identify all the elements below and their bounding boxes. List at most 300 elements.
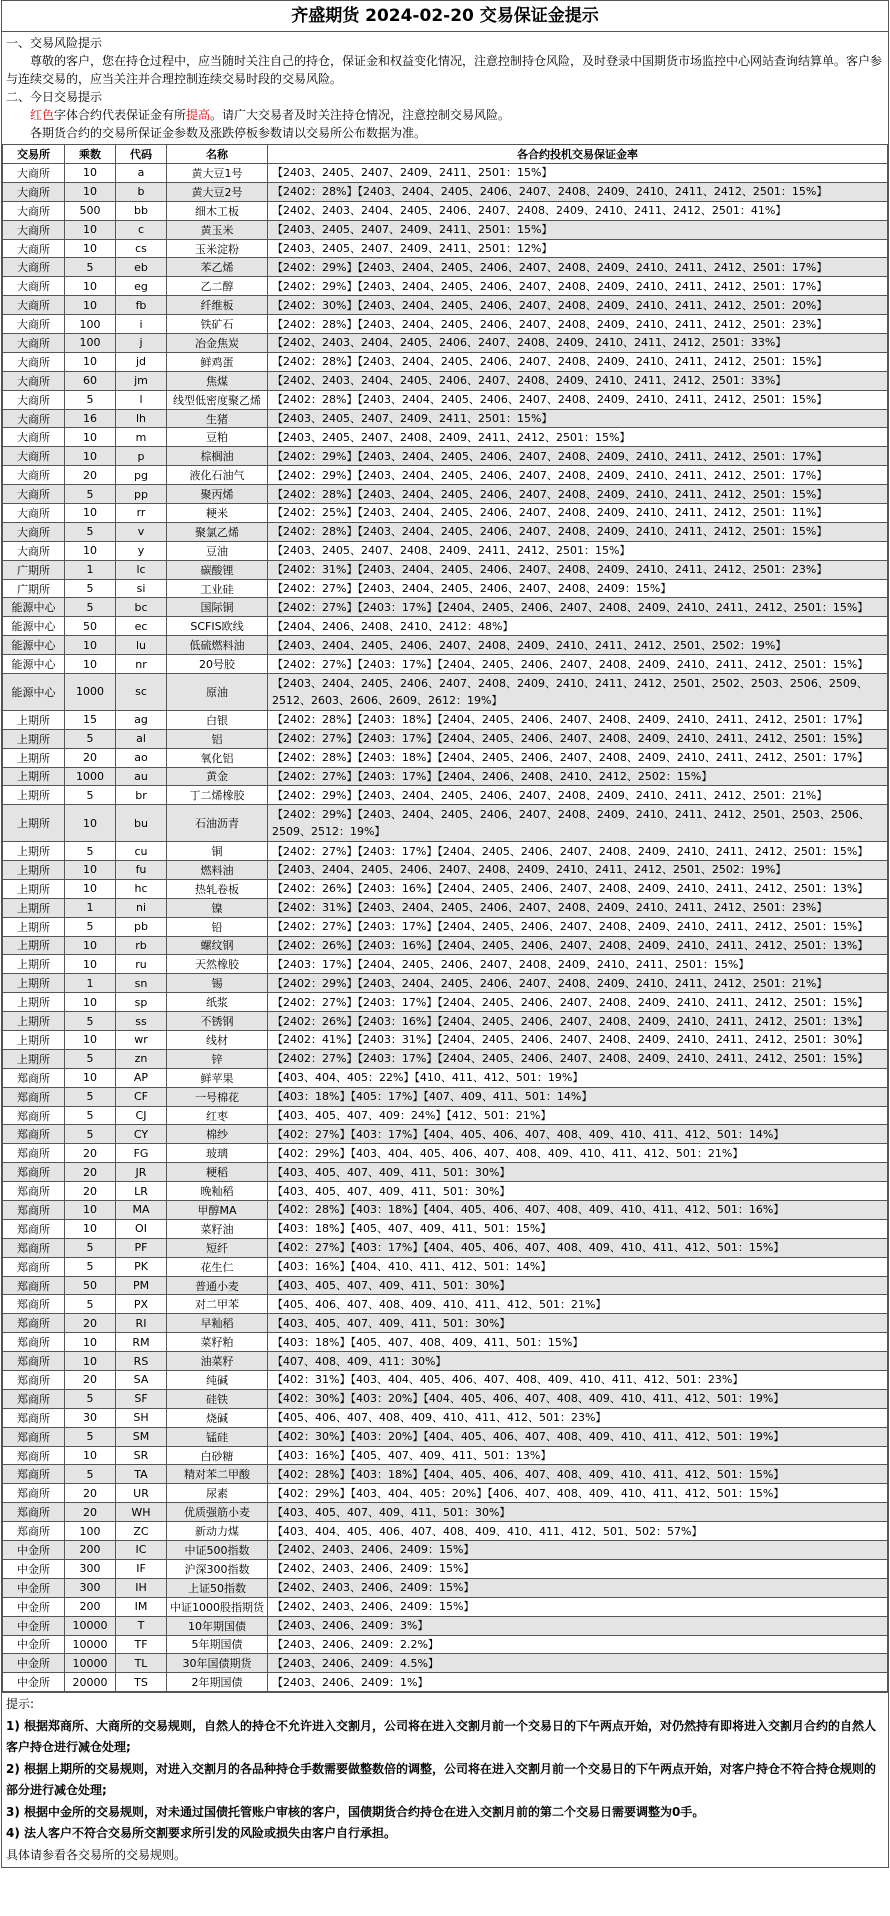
cell-code: eg xyxy=(116,277,167,296)
cell-multiplier: 10 xyxy=(65,352,116,371)
cell-code: j xyxy=(116,334,167,353)
table-row xyxy=(3,936,888,955)
cell-margin-rate: 【403、404、405、406、407、408、409、410、411、412、501、502：57%】 xyxy=(268,1522,888,1541)
table-row xyxy=(3,220,888,239)
table-row xyxy=(3,1541,888,1560)
table-row xyxy=(3,1219,888,1238)
cell-name: 生猪 xyxy=(167,409,268,428)
cell-margin-rate: 【2402：26%】【2403：16%】【2404、2405、2406、2407、2408、2409、2410、2411、2412、2501：13%】 xyxy=(268,936,888,955)
table-row xyxy=(3,371,888,390)
cell-margin-rate: 【2402：27%】【2403、2404、2405、2406、2407、2408、2409：15%】 xyxy=(268,579,888,598)
cell-name: 菜籽粕 xyxy=(167,1333,268,1352)
cell-multiplier: 10 xyxy=(65,860,116,879)
cell-name: 冶金焦炭 xyxy=(167,334,268,353)
cell-exchange: 中金所 xyxy=(3,1616,65,1635)
cell-name: 10年期国债 xyxy=(167,1616,268,1635)
cell-margin-rate: 【403：16%】【404、410、411、412、501：14%】 xyxy=(268,1257,888,1276)
cell-code: lc xyxy=(116,560,167,579)
cell-code: pb xyxy=(116,917,167,936)
notice-section xyxy=(2,32,888,144)
cell-name: 纤维板 xyxy=(167,296,268,315)
cell-name: 晚籼稻 xyxy=(167,1182,268,1201)
cell-multiplier: 20 xyxy=(65,1484,116,1503)
table-row xyxy=(3,1257,888,1276)
cell-code: CF xyxy=(116,1087,167,1106)
cell-multiplier: 5 xyxy=(65,1106,116,1125)
cell-multiplier: 10 xyxy=(65,955,116,974)
cell-name: 黄大豆1号 xyxy=(167,164,268,183)
cell-exchange: 大商所 xyxy=(3,428,65,447)
cell-code: TF xyxy=(116,1635,167,1654)
cell-margin-rate: 【2402：27%】【2403：17%】【2404、2405、2406、2407、2408、2409、2410、2411、2412、2501：15%】 xyxy=(268,655,888,674)
cell-exchange: 大商所 xyxy=(3,447,65,466)
cell-margin-rate: 【2402：27%】【2403：17%】【2404、2406、2408、2410、2412、2502：15%】 xyxy=(268,767,888,786)
table-row xyxy=(3,598,888,617)
cell-margin-rate: 【402：28%】【403：18%】【404、405、406、407、408、409、410、411、412、501：16%】 xyxy=(268,1201,888,1220)
cell-name: 线型低密度聚乙烯 xyxy=(167,390,268,409)
cell-name: 烧碱 xyxy=(167,1408,268,1427)
cell-multiplier: 5 xyxy=(65,579,116,598)
cell-exchange: 上期所 xyxy=(3,729,65,748)
cell-code: sn xyxy=(116,974,167,993)
cell-exchange: 上期所 xyxy=(3,710,65,729)
cell-name: 聚氯乙烯 xyxy=(167,522,268,541)
cell-name: 红枣 xyxy=(167,1106,268,1125)
cell-exchange: 大商所 xyxy=(3,296,65,315)
cell-multiplier: 1 xyxy=(65,898,116,917)
cell-margin-rate: 【2402：26%】【2403：16%】【2404、2405、2406、2407、2408、2409、2410、2411、2412、2501：13%】 xyxy=(268,879,888,898)
table-row xyxy=(3,1484,888,1503)
cell-multiplier: 10 xyxy=(65,164,116,183)
cell-multiplier: 5 xyxy=(65,1295,116,1314)
cell-exchange: 郑商所 xyxy=(3,1484,65,1503)
tip-item-1: 1) 根据郑商所、大商所的交易规则，自然人的持仓不允许进入交割月，公司将在进入交割月前一个交易日的下午两点开始，对仍然持有即将进入交割月合约的自然人客户持仓进行减仓处理; xyxy=(6,1718,877,1755)
cell-margin-rate: 【2403、2404、2405、2406、2407、2408、2409、2410、2411、2412、2501、2502：19%】 xyxy=(268,860,888,879)
cell-exchange: 郑商所 xyxy=(3,1163,65,1182)
cell-margin-rate: 【2402：28%】【2403：18%】【2404、2405、2406、2407、2408、2409、2410、2411、2412、2501：17%】 xyxy=(268,748,888,767)
cell-multiplier: 5 xyxy=(65,390,116,409)
cell-name: 燃料油 xyxy=(167,860,268,879)
cell-multiplier: 30 xyxy=(65,1408,116,1427)
table-row xyxy=(3,898,888,917)
table-row xyxy=(3,1408,888,1427)
cell-code: br xyxy=(116,786,167,805)
cell-multiplier: 5 xyxy=(65,1049,116,1068)
cell-exchange: 中金所 xyxy=(3,1578,65,1597)
cell-margin-rate: 【2402：29%】【2403、2404、2405、2406、2407、2408、2409、2410、2411、2412、2501：17%】 xyxy=(268,447,888,466)
cell-exchange: 上期所 xyxy=(3,1049,65,1068)
cell-name: 碳酸锂 xyxy=(167,560,268,579)
cell-margin-rate: 【405、406、407、408、409、410、411、412、501：21%】 xyxy=(268,1295,888,1314)
cell-exchange: 郑商所 xyxy=(3,1352,65,1371)
table-row xyxy=(3,636,888,655)
cell-margin-rate: 【2403、2406、2409：3%】 xyxy=(268,1616,888,1635)
cell-exchange: 大商所 xyxy=(3,334,65,353)
cell-margin-rate: 【2403、2404、2405、2406、2407、2408、2409、2410、2411、2412、2501、2502、2503、2506、2509、2512、2603、2606、2609、2612：19%】 xyxy=(268,674,888,711)
cell-code: al xyxy=(116,729,167,748)
cell-exchange: 郑商所 xyxy=(3,1257,65,1276)
cell-multiplier: 10 xyxy=(65,993,116,1012)
cell-name: 甲醇MA xyxy=(167,1201,268,1220)
cell-name: SCFIS欧线 xyxy=(167,617,268,636)
header-exchange: 交易所 xyxy=(3,145,65,164)
table-row xyxy=(3,485,888,504)
tips-footer: 具体请参看各交易所的交易规则。 xyxy=(6,1847,187,1862)
cell-margin-rate: 【2402：29%】【2403、2404、2405、2406、2407、2408、2409、2410、2411、2412、2501：21%】 xyxy=(268,974,888,993)
cell-code: PM xyxy=(116,1276,167,1295)
cell-margin-rate: 【2402：29%】【2403、2404、2405、2406、2407、2408、2409、2410、2411、2412、2501：17%】 xyxy=(268,258,888,277)
cell-multiplier: 200 xyxy=(65,1597,116,1616)
cell-margin-rate: 【402：27%】【403：17%】【404、405、406、407、408、409、410、411、412、501：14%】 xyxy=(268,1125,888,1144)
cell-exchange: 上期所 xyxy=(3,842,65,861)
table-row xyxy=(3,352,888,371)
cell-multiplier: 200 xyxy=(65,1541,116,1560)
cell-multiplier: 5 xyxy=(65,729,116,748)
cell-multiplier: 10 xyxy=(65,936,116,955)
cell-name: 锌 xyxy=(167,1049,268,1068)
cell-margin-rate: 【2402：29%】【2403、2404、2405、2406、2407、2408、2409、2410、2411、2412、2501：21%】 xyxy=(268,786,888,805)
cell-code: RI xyxy=(116,1314,167,1333)
cell-code: WH xyxy=(116,1503,167,1522)
cell-code: PX xyxy=(116,1295,167,1314)
cell-margin-rate: 【2402、2403、2406、2409：15%】 xyxy=(268,1541,888,1560)
cell-code: AP xyxy=(116,1068,167,1087)
cell-margin-rate: 【2402：27%】【2403：17%】【2404、2405、2406、2407、2408、2409、2410、2411、2412、2501：15%】 xyxy=(268,729,888,748)
cell-code: lu xyxy=(116,636,167,655)
cell-margin-rate: 【2403、2405、2407、2409、2411、2501：12%】 xyxy=(268,239,888,258)
table-row xyxy=(3,315,888,334)
cell-name: 短纤 xyxy=(167,1238,268,1257)
table-row xyxy=(3,182,888,201)
cell-exchange: 郑商所 xyxy=(3,1371,65,1390)
table-row xyxy=(3,579,888,598)
cell-code: ag xyxy=(116,710,167,729)
cell-multiplier: 5 xyxy=(65,598,116,617)
cell-margin-rate: 【2402、2403、2406、2409：15%】 xyxy=(268,1578,888,1597)
cell-margin-rate: 【2404、2406、2408、2410、2412：48%】 xyxy=(268,617,888,636)
cell-name: 棕榈油 xyxy=(167,447,268,466)
tip-rest-text: 。请广大交易者及时关注持仓情况，注意控制交易风险。 xyxy=(210,108,511,122)
cell-exchange: 大商所 xyxy=(3,315,65,334)
cell-code: UR xyxy=(116,1484,167,1503)
cell-margin-rate: 【2402：28%】【2403、2404、2405、2406、2407、2408、2409、2410、2411、2412、2501：15%】 xyxy=(268,390,888,409)
cell-multiplier: 10 xyxy=(65,879,116,898)
cell-name: 优质强筋小麦 xyxy=(167,1503,268,1522)
cell-code: FG xyxy=(116,1144,167,1163)
cell-exchange: 上期所 xyxy=(3,748,65,767)
cell-exchange: 大商所 xyxy=(3,541,65,560)
red-word-1: 红色 xyxy=(30,108,55,122)
table-row xyxy=(3,1106,888,1125)
cell-name: 氧化铝 xyxy=(167,748,268,767)
cell-code: ec xyxy=(116,617,167,636)
cell-margin-rate: 【402：30%】【403：20%】【404、405、406、407、408、409、410、411、412、501：19%】 xyxy=(268,1427,888,1446)
cell-multiplier: 5 xyxy=(65,258,116,277)
risk-text: 尊敬的客户，您在持仓过程中，应当随时关注自己的持仓，保证金和权益变化情况，注意控制持仓风险，及时登录中国期货市场监控中心网站查询结算单。客户参与连续交易的，应当关注并合理控制连续交易时段的交易风险。 xyxy=(6,54,883,86)
cell-name: 天然橡胶 xyxy=(167,955,268,974)
cell-exchange: 中金所 xyxy=(3,1559,65,1578)
cell-exchange: 上期所 xyxy=(3,805,65,842)
cell-margin-rate: 【402：27%】【403：17%】【404、405、406、407、408、409、410、411、412、501：15%】 xyxy=(268,1238,888,1257)
cell-name: 乙二醇 xyxy=(167,277,268,296)
cell-code: nr xyxy=(116,655,167,674)
tips-heading: 提示: xyxy=(6,1697,35,1712)
cell-margin-rate: 【2402：29%】【2403、2404、2405、2406、2407、2408、2409、2410、2411、2412、2501、2503、2506、2509、2512：19%】 xyxy=(268,805,888,842)
cell-code: sc xyxy=(116,674,167,711)
table-row xyxy=(3,560,888,579)
cell-multiplier: 20000 xyxy=(65,1673,116,1692)
cell-code: fu xyxy=(116,860,167,879)
cell-multiplier: 5 xyxy=(65,842,116,861)
cell-exchange: 郑商所 xyxy=(3,1087,65,1106)
cell-name: 黄金 xyxy=(167,767,268,786)
risk-heading: 一、交易风险提示 xyxy=(6,36,103,50)
cell-code: PF xyxy=(116,1238,167,1257)
cell-margin-rate: 【2402：27%】【2403：17%】【2404、2405、2406、2407、2408、2409、2410、2411、2412、2501：15%】 xyxy=(268,993,888,1012)
cell-margin-rate: 【2402：28%】【2403、2404、2405、2406、2407、2408、2409、2410、2411、2412、2501：15%】 xyxy=(268,522,888,541)
table-row xyxy=(3,993,888,1012)
cell-margin-rate: 【2402：28%】【2403：18%】【2404、2405、2406、2407、2408、2409、2410、2411、2412、2501：17%】 xyxy=(268,710,888,729)
cell-exchange: 大商所 xyxy=(3,352,65,371)
cell-exchange: 大商所 xyxy=(3,220,65,239)
table-row xyxy=(3,1238,888,1257)
cell-exchange: 上期所 xyxy=(3,767,65,786)
cell-multiplier: 10000 xyxy=(65,1635,116,1654)
cell-code: TA xyxy=(116,1465,167,1484)
cell-margin-rate: 【2402：28%】【2403、2404、2405、2406、2407、2408、2409、2410、2411、2412、2501：23%】 xyxy=(268,315,888,334)
cell-code: p xyxy=(116,447,167,466)
table-row xyxy=(3,1465,888,1484)
cell-code: si xyxy=(116,579,167,598)
cell-name: 铅 xyxy=(167,917,268,936)
cell-multiplier: 10 xyxy=(65,447,116,466)
cell-multiplier: 5 xyxy=(65,485,116,504)
today-tip-line1 xyxy=(6,106,884,124)
cell-name: 玻璃 xyxy=(167,1144,268,1163)
cell-margin-rate: 【402：31%】【403、404、405、406、407、408、409、410、411、412、501：23%】 xyxy=(268,1371,888,1390)
cell-multiplier: 10 xyxy=(65,239,116,258)
today-tip-line2: 各期货合约的交易所保证金参数及涨跌停板参数请以交易所公布数据为准。 xyxy=(30,126,427,140)
cell-name: 锡 xyxy=(167,974,268,993)
table-row xyxy=(3,786,888,805)
cell-code: eb xyxy=(116,258,167,277)
cell-multiplier: 5 xyxy=(65,522,116,541)
cell-multiplier: 10000 xyxy=(65,1654,116,1673)
table-row xyxy=(3,1144,888,1163)
cell-name: 对二甲苯 xyxy=(167,1295,268,1314)
cell-multiplier: 5 xyxy=(65,1012,116,1031)
cell-name: 工业硅 xyxy=(167,579,268,598)
cell-code: zn xyxy=(116,1049,167,1068)
cell-exchange: 上期所 xyxy=(3,1012,65,1031)
cell-name: 焦煤 xyxy=(167,371,268,390)
cell-multiplier: 10 xyxy=(65,1031,116,1050)
cell-multiplier: 1 xyxy=(65,560,116,579)
cell-name: 线材 xyxy=(167,1031,268,1050)
cell-name: 20号胶 xyxy=(167,655,268,674)
cell-name: 螺纹钢 xyxy=(167,936,268,955)
cell-code: CJ xyxy=(116,1106,167,1125)
cell-multiplier: 100 xyxy=(65,334,116,353)
cell-exchange: 郑商所 xyxy=(3,1219,65,1238)
cell-name: 新动力煤 xyxy=(167,1522,268,1541)
cell-name: 低硫燃料油 xyxy=(167,636,268,655)
cell-exchange: 上期所 xyxy=(3,917,65,936)
cell-code: v xyxy=(116,522,167,541)
cell-name: 黄玉米 xyxy=(167,220,268,239)
cell-multiplier: 10 xyxy=(65,428,116,447)
cell-code: SM xyxy=(116,1427,167,1446)
cell-name: 玉米淀粉 xyxy=(167,239,268,258)
cell-exchange: 上期所 xyxy=(3,786,65,805)
table-row xyxy=(3,1087,888,1106)
cell-name: 铜 xyxy=(167,842,268,861)
cell-multiplier: 20 xyxy=(65,1371,116,1390)
cell-name: 尿素 xyxy=(167,1484,268,1503)
cell-code: pp xyxy=(116,485,167,504)
cell-exchange: 郑商所 xyxy=(3,1106,65,1125)
cell-code: T xyxy=(116,1616,167,1635)
cell-name: 沪深300指数 xyxy=(167,1559,268,1578)
cell-code: au xyxy=(116,767,167,786)
cell-multiplier: 10 xyxy=(65,1446,116,1465)
today-heading: 二、今日交易提示 xyxy=(6,90,103,104)
table-row xyxy=(3,296,888,315)
red-word-2: 提高 xyxy=(186,108,211,122)
cell-name: 黄大豆2号 xyxy=(167,182,268,201)
cell-name: 液化石油气 xyxy=(167,466,268,485)
cell-exchange: 大商所 xyxy=(3,182,65,201)
table-row xyxy=(3,710,888,729)
cell-code: cs xyxy=(116,239,167,258)
cell-code: pg xyxy=(116,466,167,485)
header-name: 名称 xyxy=(167,145,268,164)
cell-exchange: 能源中心 xyxy=(3,617,65,636)
table-row xyxy=(3,1012,888,1031)
table-row xyxy=(3,655,888,674)
cell-name: 铁矿石 xyxy=(167,315,268,334)
cell-margin-rate: 【2402：27%】【2403：17%】【2404、2405、2406、2407、2408、2409、2410、2411、2412、2501：15%】 xyxy=(268,917,888,936)
cell-name: 白砂糖 xyxy=(167,1446,268,1465)
cell-exchange: 郑商所 xyxy=(3,1408,65,1427)
cell-exchange: 郑商所 xyxy=(3,1295,65,1314)
cell-code: hc xyxy=(116,879,167,898)
cell-margin-rate: 【2403、2405、2407、2409、2411、2501：15%】 xyxy=(268,220,888,239)
tip-item-4: 4) 法人客户不符合交易所交割要求所引发的风险或损失由客户自行承担。 xyxy=(6,1826,397,1841)
cell-multiplier: 10 xyxy=(65,1333,116,1352)
table-row xyxy=(3,447,888,466)
cell-code: OI xyxy=(116,1219,167,1238)
table-row xyxy=(3,1635,888,1654)
cell-margin-rate: 【2403、2405、2407、2409、2411、2501：15%】 xyxy=(268,164,888,183)
cell-multiplier: 100 xyxy=(65,1522,116,1541)
table-row xyxy=(3,1389,888,1408)
cell-margin-rate: 【403：18%】【405、407、408、409、411、501：15%】 xyxy=(268,1333,888,1352)
table-row xyxy=(3,1276,888,1295)
table-row xyxy=(3,1446,888,1465)
table-row xyxy=(3,767,888,786)
cell-multiplier: 20 xyxy=(65,1144,116,1163)
cell-multiplier: 5 xyxy=(65,1465,116,1484)
cell-exchange: 中金所 xyxy=(3,1654,65,1673)
cell-multiplier: 20 xyxy=(65,748,116,767)
cell-margin-rate: 【2403、2405、2407、2408、2409、2411、2412、2501：15%】 xyxy=(268,428,888,447)
table-row xyxy=(3,1031,888,1050)
cell-margin-rate: 【403、405、407、409、411、501：30%】 xyxy=(268,1276,888,1295)
cell-margin-rate: 【2402：28%】【2403、2404、2405、2406、2407、2408、2409、2410、2411、2412、2501：15%】 xyxy=(268,182,888,201)
cell-exchange: 郑商所 xyxy=(3,1389,65,1408)
cell-name: 国际铜 xyxy=(167,598,268,617)
table-row xyxy=(3,1503,888,1522)
cell-margin-rate: 【2402、2403、2406、2409：15%】 xyxy=(268,1559,888,1578)
cell-multiplier: 10 xyxy=(65,636,116,655)
table-row xyxy=(3,1597,888,1616)
cell-multiplier: 10 xyxy=(65,504,116,523)
cell-code: ss xyxy=(116,1012,167,1031)
cell-margin-rate: 【2402、2403、2404、2405、2406、2407、2408、2409、2410、2411、2412、2501：33%】 xyxy=(268,334,888,353)
cell-exchange: 郑商所 xyxy=(3,1465,65,1484)
cell-code: b xyxy=(116,182,167,201)
cell-name: 镍 xyxy=(167,898,268,917)
cell-margin-rate: 【403、405、407、409、411、501：30%】 xyxy=(268,1503,888,1522)
cell-exchange: 大商所 xyxy=(3,277,65,296)
cell-margin-rate: 【2402：31%】【2403、2404、2405、2406、2407、2408、2409、2410、2411、2412、2501：23%】 xyxy=(268,898,888,917)
cell-name: 聚丙烯 xyxy=(167,485,268,504)
cell-multiplier: 500 xyxy=(65,201,116,220)
cell-margin-rate: 【2402、2403、2404、2405、2406、2407、2408、2409、2410、2411、2412、2501：33%】 xyxy=(268,371,888,390)
cell-margin-rate: 【2402：41%】【2403：31%】【2404、2405、2406、2407、2408、2409、2410、2411、2412、2501：30%】 xyxy=(268,1031,888,1050)
cell-code: SA xyxy=(116,1371,167,1390)
cell-exchange: 大商所 xyxy=(3,201,65,220)
cell-name: 一号棉花 xyxy=(167,1087,268,1106)
cell-code: a xyxy=(116,164,167,183)
cell-exchange: 大商所 xyxy=(3,239,65,258)
cell-exchange: 郑商所 xyxy=(3,1427,65,1446)
cell-margin-rate: 【2403、2406、2409：4.5%】 xyxy=(268,1654,888,1673)
cell-multiplier: 10 xyxy=(65,220,116,239)
cell-code: sp xyxy=(116,993,167,1012)
cell-exchange: 上期所 xyxy=(3,936,65,955)
table-row xyxy=(3,1314,888,1333)
cell-code: PK xyxy=(116,1257,167,1276)
table-row xyxy=(3,729,888,748)
table-row xyxy=(3,522,888,541)
table-row xyxy=(3,1201,888,1220)
margin-table xyxy=(2,144,888,1692)
cell-multiplier: 10 xyxy=(65,1219,116,1238)
cell-code: c xyxy=(116,220,167,239)
cell-code: bb xyxy=(116,201,167,220)
table-row xyxy=(3,390,888,409)
cell-code: TL xyxy=(116,1654,167,1673)
cell-multiplier: 5 xyxy=(65,786,116,805)
cell-margin-rate: 【405、406、407、408、409、410、411、412、501：23%】 xyxy=(268,1408,888,1427)
cell-margin-rate: 【2402：27%】【2403：17%】【2404、2405、2406、2407、2408、2409、2410、2411、2412、2501：15%】 xyxy=(268,598,888,617)
cell-name: 鲜苹果 xyxy=(167,1068,268,1087)
cell-exchange: 中金所 xyxy=(3,1673,65,1692)
cell-name: 2年期国债 xyxy=(167,1673,268,1692)
cell-code: rr xyxy=(116,504,167,523)
cell-exchange: 上期所 xyxy=(3,974,65,993)
cell-name: 油菜籽 xyxy=(167,1352,268,1371)
cell-code: ni xyxy=(116,898,167,917)
cell-name: 鲜鸡蛋 xyxy=(167,352,268,371)
cell-name: 30年国债期货 xyxy=(167,1654,268,1673)
cell-multiplier: 20 xyxy=(65,1163,116,1182)
cell-margin-rate: 【2402、2403、2406、2409：15%】 xyxy=(268,1597,888,1616)
cell-margin-rate: 【402：28%】【403：18%】【404、405、406、407、408、409、410、411、412、501：15%】 xyxy=(268,1465,888,1484)
cell-margin-rate: 【2402：29%】【2403、2404、2405、2406、2407、2408、2409、2410、2411、2412、2501：17%】 xyxy=(268,466,888,485)
